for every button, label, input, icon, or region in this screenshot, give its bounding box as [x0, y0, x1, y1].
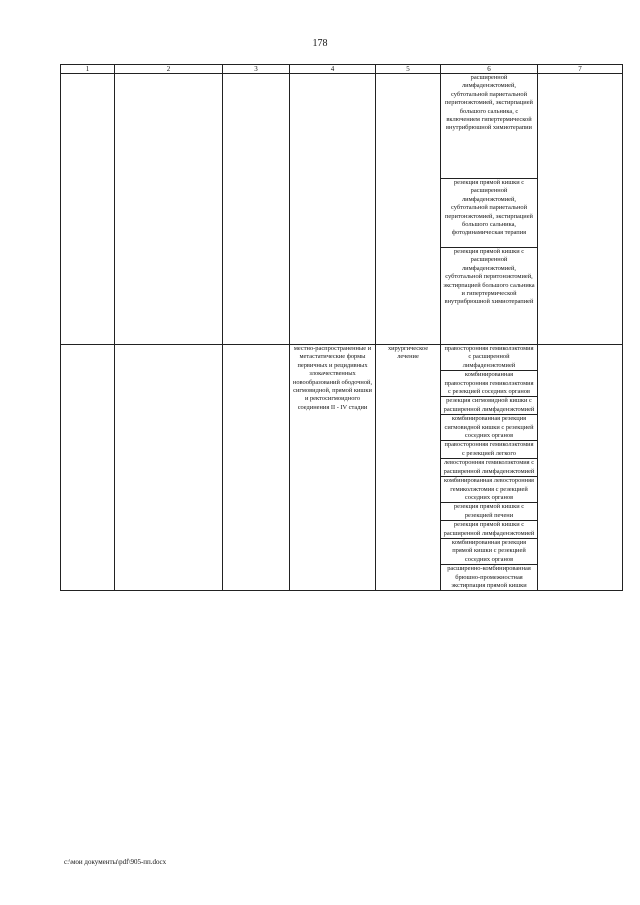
table-header-row: [61, 65, 623, 74]
header-cell-5: 5: [376, 65, 441, 74]
block2-col1: [61, 345, 115, 591]
block2-col7: [538, 345, 623, 591]
header-cell-1: 1: [61, 65, 115, 74]
method-cell: левосторонняя гемиколэктомия с расширенной лимфаденэктомией: [441, 459, 538, 477]
method-cell: резекция прямой кишки с расширенной лимфаденэктомией, субтотальной париетальной перитонэктомией, экстирпацией большого сальника, фотодинамическая терапия: [441, 179, 538, 248]
block1-col4: [290, 74, 376, 345]
footer-file-path: c:\мои документы\pdf\905-пп.docx: [64, 858, 167, 866]
block1-col1: [61, 74, 115, 345]
header-cell-3: 3: [223, 65, 290, 74]
method-cell: резекция прямой кишки с расширенной лимфаденэктомией, субтотальной перитонэктомией, экстирпацией большого сальника и гипертермической внутрибрюшной химиотерапией: [441, 248, 538, 345]
block1-col7: [538, 74, 623, 345]
method-cell: резекция прямой кишки с расширенной лимфаденэктомией: [441, 521, 538, 539]
method-cell: комбинированная правосторонняя гемиколэктомия с резекцией соседних органов: [441, 371, 538, 397]
block1-col5: [376, 74, 441, 345]
page-number: 178: [312, 38, 328, 49]
block2-col2: [115, 345, 223, 591]
header-cell-6: 6: [441, 65, 538, 74]
header-cell-4: 4: [290, 65, 376, 74]
treatment-type-cell: хирургическое лечение: [376, 345, 441, 591]
table-row: [61, 345, 623, 371]
block1-col3: [223, 74, 290, 345]
diagnosis-cell: местно-распространенные и метастатические формы первичных и рецидивных злокачественных новообразований ободочной, сигмовидной, прямой кишки и ректосигмоидного соединения II - IV стадии: [290, 345, 376, 591]
method-cell: расширенной лимфаденэктомией, субтотальной париетальной перитонэктомией, экстирпацией большого сальника, с включением гипертермической внутрибрюшной химиотерапии: [441, 74, 538, 179]
method-cell: расширенно-комбинированная брюшно-промежностная экстирпация прямой кишки: [441, 565, 538, 591]
method-cell: комбинированная резекция сигмовидной кишки с резекцией соседних органов: [441, 415, 538, 441]
block1-col2: [115, 74, 223, 345]
treatment-table: [60, 64, 623, 591]
method-cell: комбинированная резекция прямой кишки с резекцией соседних органов: [441, 538, 538, 564]
method-cell: комбинированная левосторонняя гемиколэктомия с резекцией соседних органов: [441, 477, 538, 503]
method-cell: резекция сигмовидной кишки с расширенной лимфаденэктомией: [441, 397, 538, 415]
header-cell-7: 7: [538, 65, 623, 74]
table-row: [61, 74, 623, 179]
header-cell-2: 2: [115, 65, 223, 74]
block2-col3: [223, 345, 290, 591]
method-cell: правосторонняя гемиколэктомия с расширенной лимфаденэктомией: [441, 345, 538, 371]
method-cell: резекция прямой кишки с резекцией печени: [441, 503, 538, 521]
method-cell: правосторонняя гемиколэктомия с резекцией легкого: [441, 441, 538, 459]
